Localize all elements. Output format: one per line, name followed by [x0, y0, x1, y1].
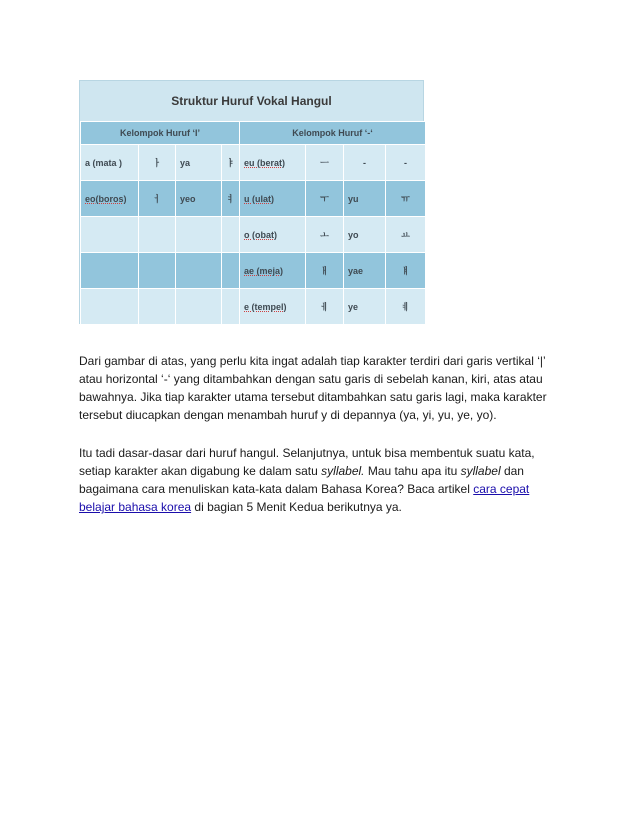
cell-right-hangul: ㅜ: [306, 181, 344, 217]
cell-left-hangul: ㅓ: [139, 181, 176, 217]
cell-left-hangul-y: ㅕ: [222, 181, 240, 217]
paragraph-text: Mau tahu apa itu: [364, 464, 461, 478]
cell-left-hangul: ㅏ: [139, 145, 176, 181]
cell-right-roman-y: yae: [344, 253, 386, 289]
article-link[interactable]: cara cepat belajar bahasa korea: [79, 482, 530, 514]
table-header-row: [81, 122, 426, 145]
cell-left-hangul-y: [222, 289, 240, 325]
table-row: [81, 181, 426, 217]
cell-left-roman: a (mata ): [81, 145, 139, 181]
table-row: [81, 253, 426, 289]
cell-right-roman: ae (meja): [240, 253, 306, 289]
cell-left-hangul-y: [222, 217, 240, 253]
vowel-table: [80, 121, 426, 325]
emphasis-syllabel: syllabel: [460, 464, 501, 478]
cell-right-hangul: ㅡ: [306, 145, 344, 181]
cell-right-roman-y: yo: [344, 217, 386, 253]
cell-right-roman: u (ulat): [240, 181, 306, 217]
cell-left-hangul: [139, 217, 176, 253]
table-row: [81, 289, 426, 325]
paragraph-text: Itu tadi dasar-dasar dari huruf hangul. Selanjutnya, untuk bisa membentuk suatu kata, setiap karakter akan digabung ke dalam satu: [79, 446, 535, 478]
group-left-header: Kelompok Huruf ‘I’: [81, 122, 240, 145]
cell-right-hangul-y: ㅒ: [386, 253, 426, 289]
cell-right-hangul: ㅗ: [306, 217, 344, 253]
emphasis-syllabel: syllabel.: [321, 464, 365, 478]
paragraph-text: di bagian 5 Menit Kedua berikutnya ya.: [191, 500, 402, 514]
cell-right-hangul: ㅔ: [306, 289, 344, 325]
cell-right-roman: eu (berat): [240, 145, 306, 181]
cell-left-roman: eo(boros): [81, 181, 139, 217]
cell-left-roman-y: [176, 289, 222, 325]
cell-right-hangul-y: ㅠ: [386, 181, 426, 217]
cell-left-roman: [81, 253, 139, 289]
paragraph-explanation: Dari gambar di atas, yang perlu kita ingat adalah tiap karakter terdiri dari garis vertikal ‘|’ atau horizontal ‘-‘ yang ditambahkan dengan satu garis di sebelah kanan, kiri, atas atau bawahnya. Jika tiap karakter utama tersebut ditambahkan satu garis lagi, maka karakter tersebut diucapkan dengan menambah huruf y di depannya (ya, yi, yu, ye, yo).: [79, 354, 547, 422]
group-right-header: Kelompok Huruf ‘-‘: [240, 122, 426, 145]
cell-right-roman-y: yu: [344, 181, 386, 217]
cell-left-roman-y: [176, 217, 222, 253]
cell-left-roman: [81, 289, 139, 325]
figure-title: Struktur Huruf Vokal Hangul: [171, 94, 332, 108]
cell-left-hangul-y: ㅑ: [222, 145, 240, 181]
cell-right-hangul-y: ㅖ: [386, 289, 426, 325]
cell-left-hangul: [139, 253, 176, 289]
cell-right-hangul-y: ㅛ: [386, 217, 426, 253]
table-row: [81, 217, 426, 253]
cell-right-roman: o (obat): [240, 217, 306, 253]
cell-left-roman-y: [176, 253, 222, 289]
cell-right-hangul: ㅐ: [306, 253, 344, 289]
cell-left-roman-y: ya: [176, 145, 222, 181]
paragraph-next-steps: [79, 444, 559, 516]
cell-left-hangul: [139, 289, 176, 325]
cell-right-roman-y: -: [344, 145, 386, 181]
table-row: [81, 145, 426, 181]
cell-left-hangul-y: [222, 253, 240, 289]
paragraph-text: dan bagaimana cara menuliskan kata-kata dalam Bahasa Korea? Baca artikel: [79, 464, 524, 496]
cell-left-roman-y: yeo: [176, 181, 222, 217]
cell-right-hangul-y: -: [386, 145, 426, 181]
cell-left-roman: [81, 217, 139, 253]
hangul-vowel-figure: [79, 80, 424, 324]
cell-right-roman-y: ye: [344, 289, 386, 325]
cell-right-roman: e (tempel): [240, 289, 306, 325]
